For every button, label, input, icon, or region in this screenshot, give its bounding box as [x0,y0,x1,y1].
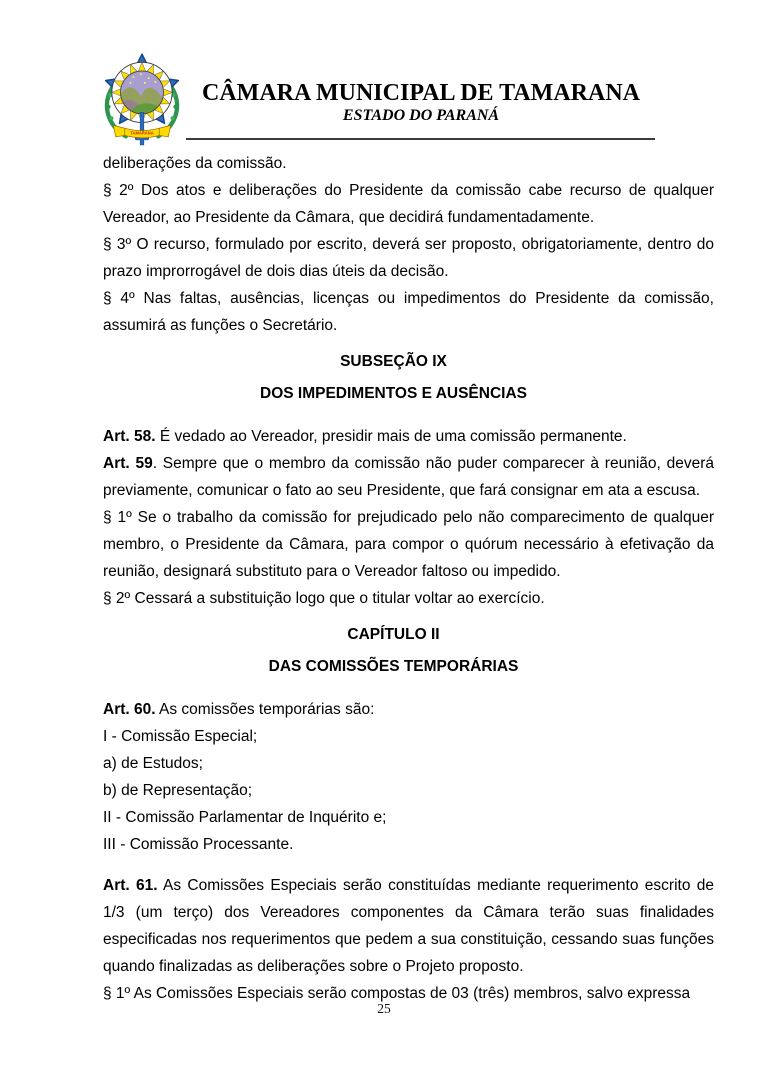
document-paragraph [103,504,714,585]
paragraph-text: As comissões temporárias são: [155,701,375,718]
document-paragraph [103,804,714,831]
paragraph-text: III - Comissão Processante. [103,836,294,853]
paragraph-text: II - Comissão Parlamentar de Inquérito e; [103,809,387,826]
paragraph-text: . Sempre que o membro da comissão não puder comparecer à reunião, deverá previamente, comunicar o fato ao seu Presidente, que fará consignar em ata a escusa. [103,455,714,499]
document-paragraph [103,723,714,750]
article-ref: Art. 59 [103,455,153,472]
document-paragraph [103,150,714,177]
article-ref: Art. 58. [103,428,156,445]
paragraph-text: § 1º Se o trabalho da comissão for prejudicado pelo não comparecimento de qualquer membro, o Presidente da Câmara, para compor o quórum necessário à efetivação da reunião, designará substituto para o Vereador faltoso ou impedido. [103,509,714,580]
article-ref: Art. 61. [103,877,158,894]
article-ref: Art. 60. [103,701,156,718]
paragraph-text: § 4º Nas faltas, ausências, licenças ou impedimentos do Presidente da comissão, assumirá as funções o Secretário. [103,290,714,334]
document-heading [103,380,684,407]
document-paragraph [103,231,714,285]
document-paragraph [103,750,714,777]
org-subtitle: ESTADO DO PARANÁ [342,107,500,124]
paragraph-text: É vedado ao Vereador, presidir mais de uma comissão permanente. [155,428,627,445]
heading-text: CAPÍTULO II [347,626,440,643]
paragraph-text: § 1º As Comissões Especiais serão compostas de 03 (três) membros, salvo expressa [103,985,691,1002]
coat-of-arms-logo [99,53,185,149]
document-paragraph [103,777,714,804]
paragraph-text: b) de Representação; [103,782,253,799]
document-heading [103,621,684,648]
heading-text: SUBSEÇÃO IX [340,353,447,370]
paragraph-text: As Comissões Especiais serão constituídas mediante requerimento escrito de 1/3 (um terço) dos Vereadores componentes da Câmara terão suas finalidades especificadas nos requerimentos que pedem a sua constituição, cessando suas funções quando finalizadas as deliberações sobre o Projeto proposto. [103,877,714,975]
paragraph-text: § 3º O recurso, formulado por escrito, deverá ser proposto, obrigatoriamente, dentro do prazo improrrogável de dois dias úteis da decisão. [103,236,714,280]
document-paragraph [103,423,714,450]
document-heading [103,348,684,375]
paragraph-text: § 2º Cessará a substituição logo que o titular voltar ao exercício. [103,590,545,607]
paragraph-text: I - Comissão Especial; [103,728,258,745]
paragraph-text: a) de Estudos; [103,755,203,772]
paragraph-text: deliberações da comissão. [103,155,287,172]
document-heading [103,653,684,680]
heading-text: DAS COMISSÕES TEMPORÁRIAS [268,658,519,675]
letterhead-text [187,80,655,125]
document-paragraph [103,177,714,231]
heading-text: DOS IMPEDIMENTOS E AUSÊNCIAS [260,385,527,402]
document-paragraph [103,450,714,504]
document-paragraph [103,285,714,339]
document-paragraph [103,696,714,723]
document-paragraph [103,872,714,980]
ribbon-text: TAMARANA [130,130,154,136]
paragraph-text: § 2º Dos atos e deliberações do Presidente da comissão cabe recurso de qualquer Vereador, ao Presidente da Câmara, que decidirá fundamentadamente. [103,182,714,226]
org-title: CÂMARA MUNICIPAL DE TAMARANA [202,80,640,106]
document-paragraph [103,585,714,612]
document-paragraph [103,831,714,858]
page-number: 25 [377,1001,391,1016]
document-body [103,150,714,1007]
header-divider [186,138,655,140]
